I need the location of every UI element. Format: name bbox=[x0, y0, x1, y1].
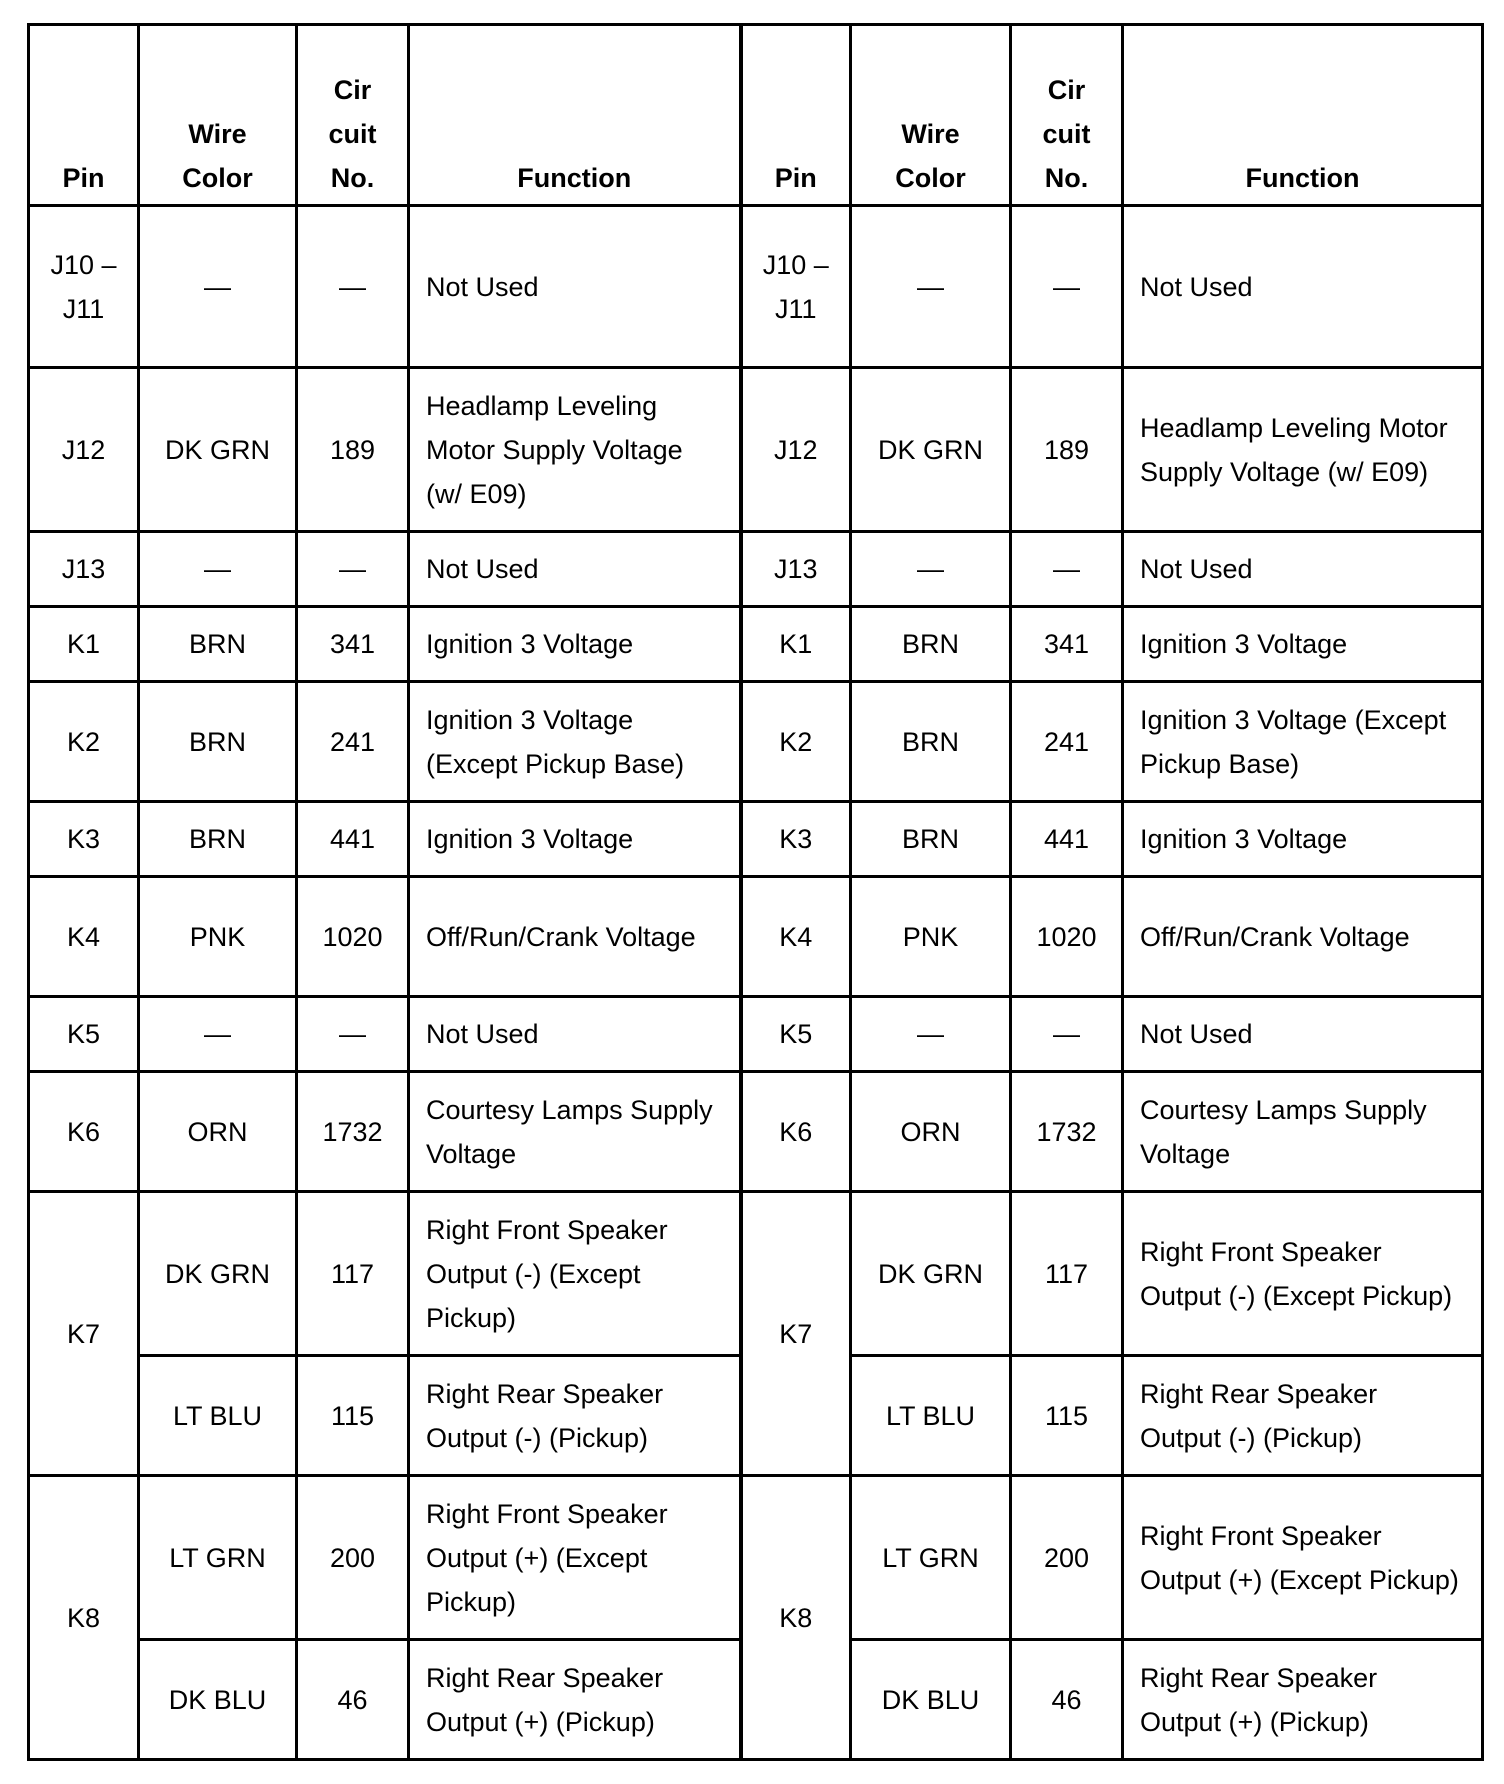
pin-cell: J12 bbox=[741, 368, 851, 532]
header-wire-color: Wire Color bbox=[851, 25, 1011, 206]
table-row bbox=[29, 802, 1483, 877]
wire-color-cell: DK BLU bbox=[139, 1640, 297, 1760]
wire-color-cell: PNK bbox=[139, 877, 297, 997]
pin-cell: J10 –J11 bbox=[741, 206, 851, 368]
wire-color-cell: DK GRN bbox=[851, 1192, 1011, 1356]
header-function: Function bbox=[1123, 25, 1483, 206]
circuit-cell: 117 bbox=[297, 1192, 409, 1356]
wire-color-cell: PNK bbox=[851, 877, 1011, 997]
circuit-cell: 441 bbox=[297, 802, 409, 877]
table-row bbox=[29, 206, 1483, 368]
wire-color-cell: BRN bbox=[851, 802, 1011, 877]
circuit-cell: — bbox=[1011, 532, 1123, 607]
wire-color-cell: — bbox=[851, 997, 1011, 1072]
pin-cell: K8 bbox=[741, 1476, 851, 1760]
pin-cell: J12 bbox=[29, 368, 139, 532]
wire-color-cell: ORN bbox=[139, 1072, 297, 1192]
function-cell: Not Used bbox=[409, 206, 741, 368]
pin-cell: K1 bbox=[29, 607, 139, 682]
function-cell: Courtesy Lamps Supply Voltage bbox=[1123, 1072, 1483, 1192]
table-row bbox=[29, 877, 1483, 997]
circuit-cell: — bbox=[1011, 997, 1123, 1072]
function-cell: Courtesy Lamps Supply Voltage bbox=[409, 1072, 741, 1192]
function-cell: Not Used bbox=[1123, 206, 1483, 368]
header-pin: Pin bbox=[29, 25, 139, 206]
wire-color-cell: DK GRN bbox=[851, 368, 1011, 532]
function-cell: Right Front Speaker Output (-) (Except Pickup) bbox=[1123, 1192, 1483, 1356]
circuit-cell: — bbox=[1011, 206, 1123, 368]
wire-color-cell: LT BLU bbox=[139, 1356, 297, 1476]
wire-color-cell: — bbox=[851, 532, 1011, 607]
table-row bbox=[29, 682, 1483, 802]
circuit-cell: 189 bbox=[297, 368, 409, 532]
circuit-cell: 115 bbox=[1011, 1356, 1123, 1476]
wire-color-cell: BRN bbox=[851, 607, 1011, 682]
circuit-cell: 117 bbox=[1011, 1192, 1123, 1356]
circuit-cell: 341 bbox=[297, 607, 409, 682]
circuit-cell: 1732 bbox=[1011, 1072, 1123, 1192]
function-cell: Right Front Speaker Output (-) (Except Pickup) bbox=[409, 1192, 741, 1356]
table-row bbox=[29, 1072, 1483, 1192]
wire-color-cell: — bbox=[139, 997, 297, 1072]
pin-cell: K6 bbox=[741, 1072, 851, 1192]
pin-cell: K2 bbox=[29, 682, 139, 802]
wire-color-cell: DK BLU bbox=[851, 1640, 1011, 1760]
pin-cell: K3 bbox=[741, 802, 851, 877]
function-cell: Right Rear Speaker Output (+) (Pickup) bbox=[409, 1640, 741, 1760]
wire-color-cell: — bbox=[139, 532, 297, 607]
function-cell: Not Used bbox=[409, 997, 741, 1072]
function-cell: Right Rear Speaker Output (-) (Pickup) bbox=[409, 1356, 741, 1476]
function-cell: Right Front Speaker Output (+) (Except Pickup) bbox=[409, 1476, 741, 1640]
header-row bbox=[29, 25, 1483, 206]
circuit-cell: 200 bbox=[297, 1476, 409, 1640]
wire-color-cell: DK GRN bbox=[139, 368, 297, 532]
pin-cell: K2 bbox=[741, 682, 851, 802]
table-row bbox=[29, 1192, 1483, 1356]
circuit-cell: 241 bbox=[297, 682, 409, 802]
function-cell: Right Rear Speaker Output (+) (Pickup) bbox=[1123, 1640, 1483, 1760]
circuit-cell: 115 bbox=[297, 1356, 409, 1476]
header-function: Function bbox=[409, 25, 741, 206]
connector-pinout-table bbox=[27, 23, 1484, 1761]
function-cell: Off/Run/Crank Voltage bbox=[1123, 877, 1483, 997]
circuit-cell: 46 bbox=[1011, 1640, 1123, 1760]
pin-cell: K1 bbox=[741, 607, 851, 682]
circuit-cell: 1020 bbox=[1011, 877, 1123, 997]
wire-color-cell: LT GRN bbox=[139, 1476, 297, 1640]
pin-cell: K3 bbox=[29, 802, 139, 877]
table-row bbox=[29, 368, 1483, 532]
wire-color-cell: BRN bbox=[851, 682, 1011, 802]
function-cell: Not Used bbox=[409, 532, 741, 607]
pin-cell: K7 bbox=[741, 1192, 851, 1476]
wire-color-cell: BRN bbox=[139, 682, 297, 802]
wire-color-cell: — bbox=[851, 206, 1011, 368]
circuit-cell: 200 bbox=[1011, 1476, 1123, 1640]
function-cell: Ignition 3 Voltage (Except Pickup Base) bbox=[409, 682, 741, 802]
wire-color-cell: — bbox=[139, 206, 297, 368]
wire-color-cell: BRN bbox=[139, 802, 297, 877]
pin-cell: K6 bbox=[29, 1072, 139, 1192]
table-row bbox=[29, 607, 1483, 682]
function-cell: Headlamp Leveling Motor Supply Voltage (w/ E09) bbox=[409, 368, 741, 532]
circuit-cell: 189 bbox=[1011, 368, 1123, 532]
circuit-cell: 441 bbox=[1011, 802, 1123, 877]
wire-color-cell: BRN bbox=[139, 607, 297, 682]
table-row bbox=[29, 532, 1483, 607]
table-row bbox=[29, 997, 1483, 1072]
circuit-cell: 241 bbox=[1011, 682, 1123, 802]
circuit-cell: — bbox=[297, 206, 409, 368]
table-row bbox=[29, 1476, 1483, 1640]
pin-cell: K7 bbox=[29, 1192, 139, 1476]
function-cell: Ignition 3 Voltage bbox=[409, 607, 741, 682]
pin-cell: J10 –J11 bbox=[29, 206, 139, 368]
circuit-cell: 1732 bbox=[297, 1072, 409, 1192]
wire-color-cell: ORN bbox=[851, 1072, 1011, 1192]
function-cell: Ignition 3 Voltage bbox=[1123, 802, 1483, 877]
function-cell: Ignition 3 Voltage bbox=[409, 802, 741, 877]
function-cell: Ignition 3 Voltage bbox=[1123, 607, 1483, 682]
circuit-cell: — bbox=[297, 997, 409, 1072]
function-cell: Off/Run/Crank Voltage bbox=[409, 877, 741, 997]
function-cell: Not Used bbox=[1123, 532, 1483, 607]
wire-color-cell: LT GRN bbox=[851, 1476, 1011, 1640]
pin-cell: J13 bbox=[741, 532, 851, 607]
pin-cell: J13 bbox=[29, 532, 139, 607]
header-circuit: Cir cuit No. bbox=[297, 25, 409, 206]
pin-cell: K5 bbox=[741, 997, 851, 1072]
pin-cell: K8 bbox=[29, 1476, 139, 1760]
function-cell: Headlamp Leveling Motor Supply Voltage (w/ E09) bbox=[1123, 368, 1483, 532]
function-cell: Not Used bbox=[1123, 997, 1483, 1072]
function-cell: Ignition 3 Voltage (Except Pickup Base) bbox=[1123, 682, 1483, 802]
circuit-cell: 341 bbox=[1011, 607, 1123, 682]
wire-color-cell: DK GRN bbox=[139, 1192, 297, 1356]
pin-cell: K4 bbox=[741, 877, 851, 997]
function-cell: Right Rear Speaker Output (-) (Pickup) bbox=[1123, 1356, 1483, 1476]
pin-cell: K4 bbox=[29, 877, 139, 997]
header-circuit: Cir cuit No. bbox=[1011, 25, 1123, 206]
circuit-cell: 46 bbox=[297, 1640, 409, 1760]
header-wire-color: Wire Color bbox=[139, 25, 297, 206]
pin-cell: K5 bbox=[29, 997, 139, 1072]
header-pin: Pin bbox=[741, 25, 851, 206]
circuit-cell: 1020 bbox=[297, 877, 409, 997]
function-cell: Right Front Speaker Output (+) (Except Pickup) bbox=[1123, 1476, 1483, 1640]
wire-color-cell: LT BLU bbox=[851, 1356, 1011, 1476]
circuit-cell: — bbox=[297, 532, 409, 607]
